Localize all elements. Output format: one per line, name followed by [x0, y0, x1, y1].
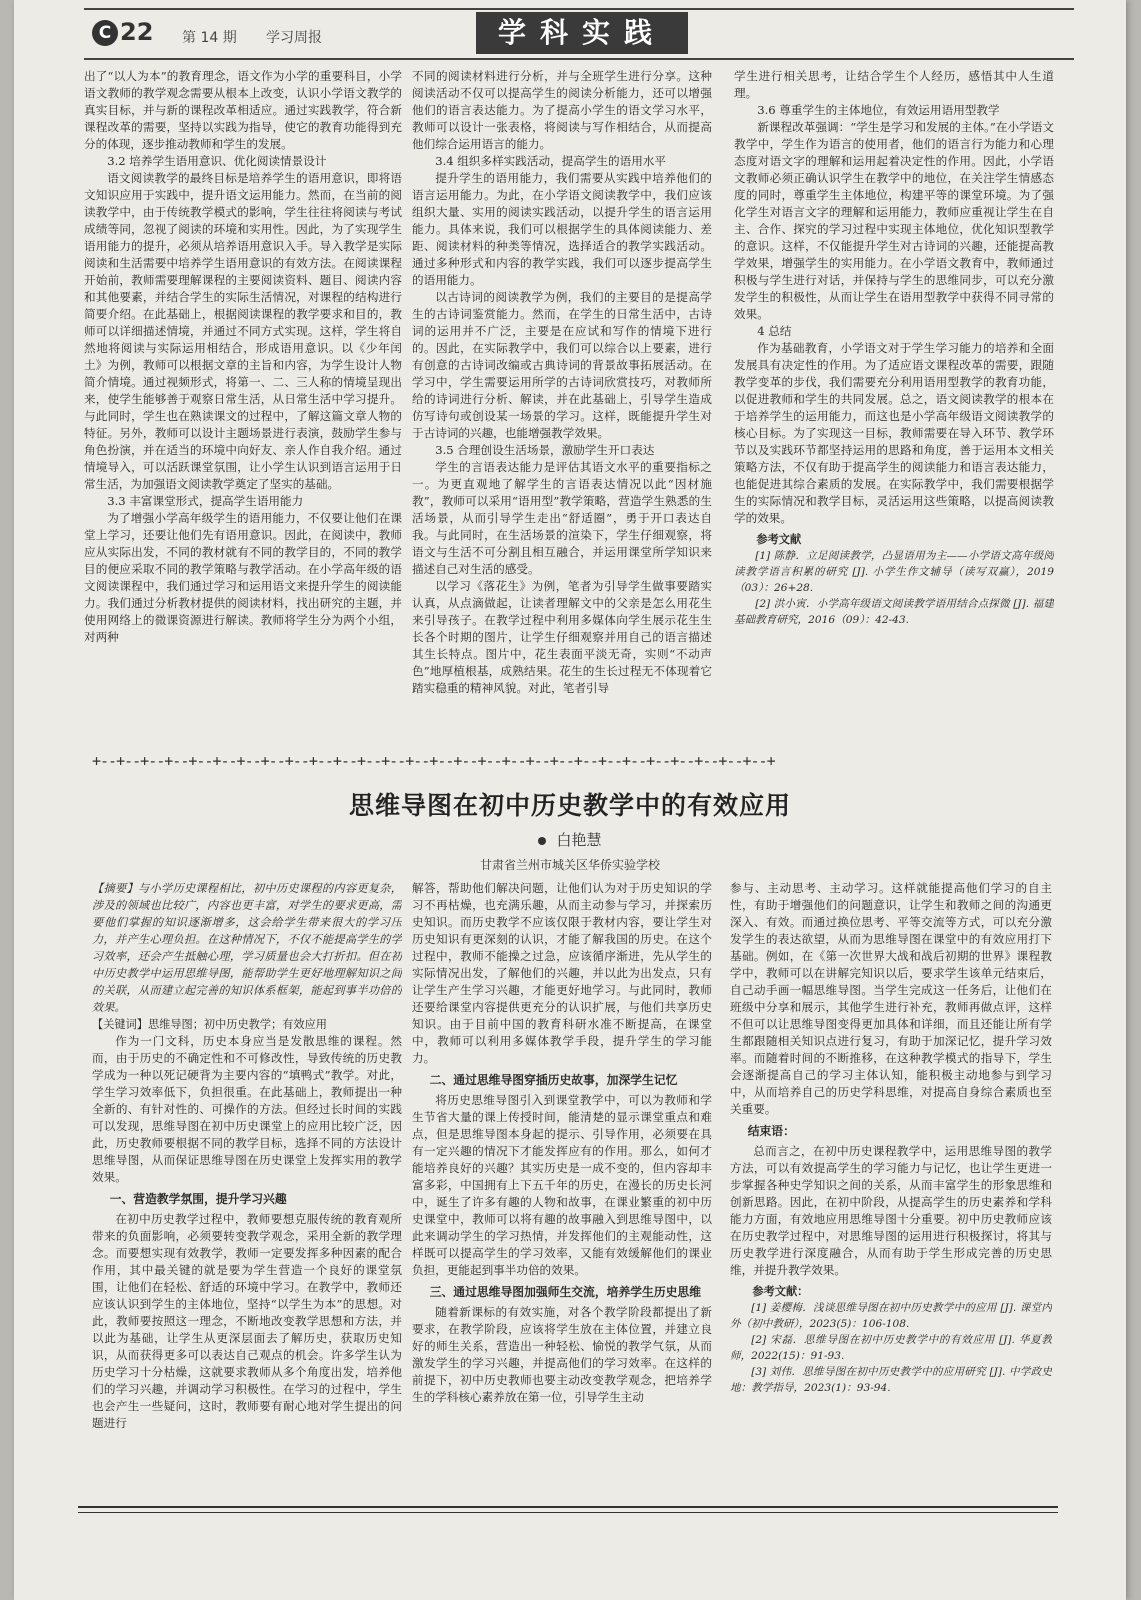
reference-item: [2] 洪小寅．小学高年级语文阅读教学语用结合点探微 [J]. 福建基础教育研究，2016（09）：42-43. [734, 598, 1054, 626]
paragraph: 不同的阅读材料进行分析，并与全班学生进行分享。这种阅读活动不仅可以提高学生的阅读分析能力，还可以增强他们的语言表达能力。为了提高小学生的语文学习水平，教师可以设计一张表格，将阅读与写作相结合，从而提高他们综合运用语言的能力。 [412, 69, 712, 151]
paragraph: 参与、主动思考、主动学习。这样就能提高他们学习的自主性，有助于增强他们的问题意识，让学生和教师之间的沟通更深入、有效。而通过换位思考、平等交流等方式，可以充分激发学生的表达欲望，从而为思维导图在课堂中的有效应用打下基础。例如，在《第一次世界大战和战后初期的世界》课程教学中，教师可以在讲解完知识以后，要求学生该单元结束后，自己动手画一幅思维导图。当学生完成这一任务后，让他们在班级中分享和展示，其他学生进行补充，教师再做点评，这样不但可以让思维导图变得更加具体和详细，而且还能让所有学生都跟随相关知识点进行复习，有助于加深记忆，提升学习效率。而随着时间的不断推移，在这种教学模式的指导下，学生会逐渐提高自己的学习主体认知，能积极主动地参与到学习中，从而培养自己的历史学科思维，对提高自身综合素质也至关重要。 [730, 881, 1052, 1116]
paragraph: 以学习《落花生》为例，笔者为引导学生做事要踏实认真，从点滴做起，让读者理解文中的父亲是怎么用花生来引导孩子。在教学过程中利用多媒体向学生展示花生生长各个时期的图片，让学生仔细观察并用自己的语言描述其生长特点。图片中，花生表面平淡无奇，实则“不动声色”地厚植根基，成熟结果。花生的生长过程无不体现着它踏实稳重的精神风貌。对此，笔者引导 [412, 579, 712, 695]
bottom-rule-thin [78, 1512, 1058, 1513]
section-heading: 3.4 组织多样实践活动，提高学生的语用水平 [435, 154, 666, 168]
section-divider: +--+--+--+--+--+--+--+--+--+--+--+--+--+--+--+--+--+--+--+--+--+--+--+--+--+--+--+--+ [92, 752, 775, 766]
paragraph: 以古诗词的阅读教学为例，我们的主要目的是提高学生的古诗词鉴赏能力。然而，在学生的日常生活中，古诗词的运用并不广泛，主要是在应试和写作的情境下进行的。因此，在实际教学中，我们可以综合以上要素，进行有创意的古诗词改编或古典诗词的背景故事拓展活动。在学习中，学生需要运用所学的古诗词欣赏技巧，对教师所给的诗词进行分析、解读，并在此基础上，引导学生造成仿写诗句或创设某一场景的学习。这样，既能提升学生对于古诗词的兴趣，也能增强教学效果。 [412, 290, 712, 440]
reference-item: [2] 宋磊．思维导图在初中历史教学中的有效应用 [J]. 华夏教师，2022(15)：91-93. [730, 1334, 1052, 1362]
section-heading: 二、通过思维导图穿插历史故事，加深学生记忆 [429, 1073, 678, 1087]
article2-column-2 [412, 880, 712, 1498]
references-heading: 参考文献： [752, 1284, 809, 1298]
paragraph: 新课程改革强调：“学生是学习和发展的主体。”在小学语文教学中，学生作为语言的使用者，他们的语言行为能力和心理态度对语文字的理解和运用起着决定性的作用。因此，小学语文教师必须正确认识学生在教学中的地位，在关注学生情感态度的同时，尊重学生主体地位，构建平等的课堂环境。为了强化学生对语言文字的理解和运用能力，教师应重视让学生在自主、合作、探究的学习过程中实现主体地位，优化知识型教学的意识。这样，不仅能提升学生对古诗词的兴趣，还能提高教学效果，增强学生的实用能力。在小学语文教育中，教师通过积极与学生进行对话，并保持与学生的思维同步，可以充分激发学生的积极性，从而让学生在语用型教学中获得不同寻常的效果。 [734, 120, 1054, 321]
references-heading: 参考文献 [756, 532, 802, 546]
paragraph: 语文阅读教学的最终目标是培养学生的语用意识，即将语文知识应用于实践中，提升语文运用能力。然而，在当前的阅读教学中，由于传统教学模式的影响，学生往往将阅读与考试成绩等同，忽视了阅读的环境和实用性。因此，为了实现学生语用能力的提升，必须从培养语用意识入手。导入教学是实际阅读和生活需要中培养学生语用意识的有效方法。在阅读课程开始前，教师需要理解课程的主要阅读资料、题目、阅读内容和其他要素，并结合学生的实际生活情况，对课程的结构进行简要介绍。在此基础上，根据阅读课程的教学要求和目的，教师可以详细描述情境，并通过不同方式实现。这样，学生将自然地将阅读与实际运用相结合，形成语用意识。以《少年闰土》为例，教师可以根据文章的主旨和内容，为学生设计人物简介情境。通过视频形式，将第一、二、三人称的情境呈现出来，使学生能够善于观察日常生活，从日常生活中学习提升。与此同时，学生也在熟读课文的过程中，了解这篇文章人物的特征。另外，教师可以设计主题场景进行表演，鼓励学生参与角色扮演，并在适当的环境中向好友、亲人作自我介绍。通过情境导入，可以活跃课堂氛围，让小学生认识到语言运用于日常生活，为加强语文阅读教学奠定了坚实的基础。 [84, 171, 402, 491]
paragraph: 出了“以人为本”的教育理念，语文作为小学的重要科目，小学语文教师的教学观念需要从根本上改变，认识小学语文教学的真实目标，并与新的课程改革相适应。通过实践教学，符合新课程改革的需要，坚持以实践为指导，使它的教育功能得到充分的体现，逐步推动教师和学生的发展。 [84, 69, 402, 151]
article-title: 思维导图在初中历史教学中的有效应用 [348, 791, 791, 820]
column-title: 学科实践 [476, 12, 688, 54]
paragraph: 随着新课标的有效实施，对各个教学阶段都提出了新要求，在教学阶段，应该将学生放在主体位置，并建立良好的师生关系，营造出一种轻松、愉悦的教学气氛，从而激发学生的学习兴趣，并提高他们的学习效率。在这样的前提下，初中历史教师也要主动改变教学观念，把培养学生的学科核心素养放在第一位，引导学生主动 [412, 1305, 712, 1404]
paragraph: 作为基础教育，小学语文对于学生学习能力的培养和全面发展具有决定性的作用。为了适应语文课程改革的需要，跟随教学变革的步伐，我们需要充分利用语用型教学的教育功能，以促进教师和学生的共同发展。总之，语文阅读教学的根本在于培养学生的运用能力，而这也是小学高年级语文阅读教学的核心目标。为了实现这一目标，教师需要在导入环节、教学环节以及实践环节都坚持运用的思路和角度，善于运用本文相关策略方法，不仅有助于提高学生的阅读能力和语言表达能力，也能促进其综合素质的发展。在实际教学中，我们需要根据学生的实际情况和教学目标，灵活运用这些策略，以提高阅读教学的效果。 [734, 341, 1054, 525]
section-heading: 一、营造教学氛围，提升学习兴趣 [109, 1192, 287, 1206]
paragraph: 将历史思维导图引入到课堂教学中，可以为教师和学生节省大量的课上传授时间，能清楚的显示课堂重点和难点，但是思维导图本身起的提示、引导作用，必须要在具有一定兴趣的情况下才能发挥应有的作用。那么，如何才能培养良好的兴趣？其实历史是一成不变的，但内容却丰富多彩，中国拥有上下五千年的历史，在漫长的历史长河中，诞生了许多有趣的人物和故事，在课业繁重的初中历史课堂中，教师可以将有趣的故事融入到思维导图中，以此来调动学生的学习热情，并发挥他们的主观能动性，这样既可以提高学生的学习效率，又能有效缓解他们的课业负担，更能起到事半功倍的效果。 [412, 1093, 712, 1277]
section-heading: 3.6 尊重学生的主体地位，有效运用语用型教学 [757, 103, 1000, 117]
section-heading: 结束语： [747, 1124, 795, 1138]
paragraph: 提升学生的语用能力，我们需要从实践中培养他们的语言运用能力。为此，在小学语文阅读教学中，我们应该组织大量、实用的阅读实践活动，以提升学生的语言运用能力。具体来说，我们可以根据学生的具体阅读能力、差距、阅读材料的种类等情况，选择适合的教学实践活动。通过多种形式和内容的教学实践，我们可以逐步提高学生的语用能力。 [412, 171, 712, 287]
abstract: 【摘要】与小学历史课程相比，初中历史课程的内容更复杂，涉及的领域也比较广，内容也更丰富，对学生的要求更高，需要他们掌握的知识逐渐增多，这会给学生带来很大的学习压力，并产生心理负担。在这种情况下，不仅不能提高学生的学习效率，还会产生抵触心理，学习质量也会大打折扣。但在初中历史教学中运用思维导图，能帮助学生更好地理解知识之间的关联，从而建立起完善的知识体系框架，能起到事半功倍的效果。 [92, 882, 402, 1014]
section-heading: 三、通过思维导图加强师生交流，培养学生历史思维 [429, 1285, 702, 1299]
paper-name: 学习周报 [266, 30, 322, 46]
newspaper-page [14, 0, 1126, 1600]
keywords: 【关键词】思维导图；初中历史教学；有效应用 [92, 1018, 327, 1031]
section-heading: 4 总结 [757, 324, 792, 338]
page-number: 22 [120, 18, 154, 46]
reference-item: [1] 陈静．立足阅读教学，凸显语用为主——小学语文高年级阅读教学语言积累的研究 [J]. 小学生作文辅导（读写双赢），2019（03）：26+28. [734, 550, 1054, 594]
author-affiliation: 甘肃省兰州市城关区华侨实验学校 [479, 858, 660, 872]
article1-column-3 [734, 68, 1054, 708]
article1-column-2 [412, 68, 712, 746]
section-heading: 3.5 合理创设生活场景，激励学生开口表达 [435, 443, 655, 457]
paragraph: 学生进行相关思考，让结合学生个人经历，感悟其中人生道理。 [734, 69, 1054, 100]
article2-column-3 [730, 880, 1052, 1498]
issue-number: 第 14 期 [182, 30, 237, 46]
bottom-rule [78, 1506, 1058, 1508]
publication-logo: C [92, 20, 118, 46]
paragraph: 总而言之，在初中历史课程教学中，运用思维导图的教学方法，可以有效提高学生的学习能力与记忆，也让学生更进一步掌握各种史学知识之间的关系，从而丰富学生的形象思维和创新思路。因此，在初中阶段，从提高学生的历史素养和学科能力方面，有效地应用思维导图十分重要。初中历史教师应该在历史教学过程中，对思维导图的运用进行积极探讨，将其与历史教学进行深度融合，从而有助于学生形成完善的历史思维，并提升教学效果。 [730, 1144, 1052, 1277]
paragraph: 学生的言语表达能力是评估其语文水平的重要指标之一。为更直观地了解学生的言语表达情况以此“因材施教”，教师可以采用“语用型”教学策略，营造学生熟悉的生活场景，从而引导学生走出“舒适圈”，勇于开口表达自我。与此同时，在生活场景的渲染下，学生仔细观察，将语文与生活不可分割且相互融合，并运用课堂所学知识来描述自己对生活的感受。 [412, 460, 712, 576]
author-line [14, 829, 1126, 850]
article2-column-1 [92, 880, 402, 1498]
author-name: 白艳慧 [556, 831, 602, 849]
paragraph: 为了增强小学高年级学生的语用能力，不仅要让他们在课堂上学习，还要让他们先有语用意识。因此，在阅读中，教师应从实际出发，不同的教材就有不同的教学目的，不同的教学目的便应采取不同的教学策略与教学活动。在小学高年级的语文阅读课程中，我们通过学习和运用语文来提升学生的阅读能力。我们通过分析教材提供的阅读材料，找出研究的主题，并使用网络上的微课资源进行解读。教师将学生分为两个小组，对两种 [84, 511, 402, 644]
section-heading: 3.2 培养学生语用意识、优化阅读情景设计 [107, 154, 327, 168]
article1-column-1 [84, 68, 402, 746]
section-heading: 3.3 丰富课堂形式，提高学生语用能力 [107, 494, 304, 508]
paragraph: 在初中历史教学过程中，教师要想克服传统的教育观所带来的负面影响，必须要转变教学观念，采用全新的教学理念。而要想实现有效教学，教师一定要发挥多种因素的配合作用，其中最关键的就是要为学生营造一个良好的课堂氛围，让他们在轻松、舒适的环境中学习。在教学中，教师还应该认识到学生的主体地位，坚持“以学生为本”的思想。对此，教师要按照这一理念，不断地改变教学思想和方法，并以此为基础，让学生从更深层面去了解历史，获取历史知识，从而获得更多可以表达自己观点的机会。许多学生认为历史学习十分枯燥，这就要求教师从多个角度出发，培养他们的学习兴趣，并调动学习积极性。在学习的过程中，学生也会产生一些疑问，这时，教师要有耐心地对学生提出的问题进行 [92, 1212, 402, 1430]
bullet-icon [538, 837, 546, 845]
reference-item: [3] 刘伟．思维导图在初中历史教学中的应用研究 [J]. 中学政史地：教学指导，2023(1)：93-94. [730, 1366, 1052, 1394]
paragraph: 解答，帮助他们解决问题，让他们认为对于历史知识的学习不再枯燥，也充满乐趣，从而主动参与学习，并探索历史知识。而历史教学不应该仅限于教材内容，要让学生对历史知识有更深刻的认识，才能了解我国的历史。在这个过程中，教师不能操之过急，应该循序渐进，先从学生的实际情况出发，了解他们的兴趣，并以此为出发点，只有让学生产生学习兴趣，才能更好地学习。与此同时，教师还要给课堂内容提供更充分的认识扩展，与他们共享历史知识。由于目前中国的教育科研水准不断提高，在课堂中，教师可以利用多媒体教学手段，提升学生的学习能力。 [412, 881, 712, 1065]
masthead [84, 8, 1074, 60]
paragraph: 作为一门文科，历史本身应当是发散思维的课程。然而，由于历史的不确定性和不可修改性，导致传统的历史教学成为一种以死记硬背为主要内容的“填鸭式”教学。对此，学生学习效率低下，负担很重。在此基础上，教师提出一种全新的、有针对性的、可操作的方法。但经过长时间的实践可以发现，思维导图在初中历史课堂上的应用比较广泛，因此，历史教师要根据不同的教学目标，选择不同的方法设计思维导图，从而保证思维导图在历史课堂上发挥实用的教学效果。 [92, 1034, 402, 1184]
reference-item: [1] 姜樱梅．浅谈思维导图在初中历史教学中的应用 [J]. 课堂内外（初中教研），2023(5)：106-108. [730, 1302, 1052, 1330]
